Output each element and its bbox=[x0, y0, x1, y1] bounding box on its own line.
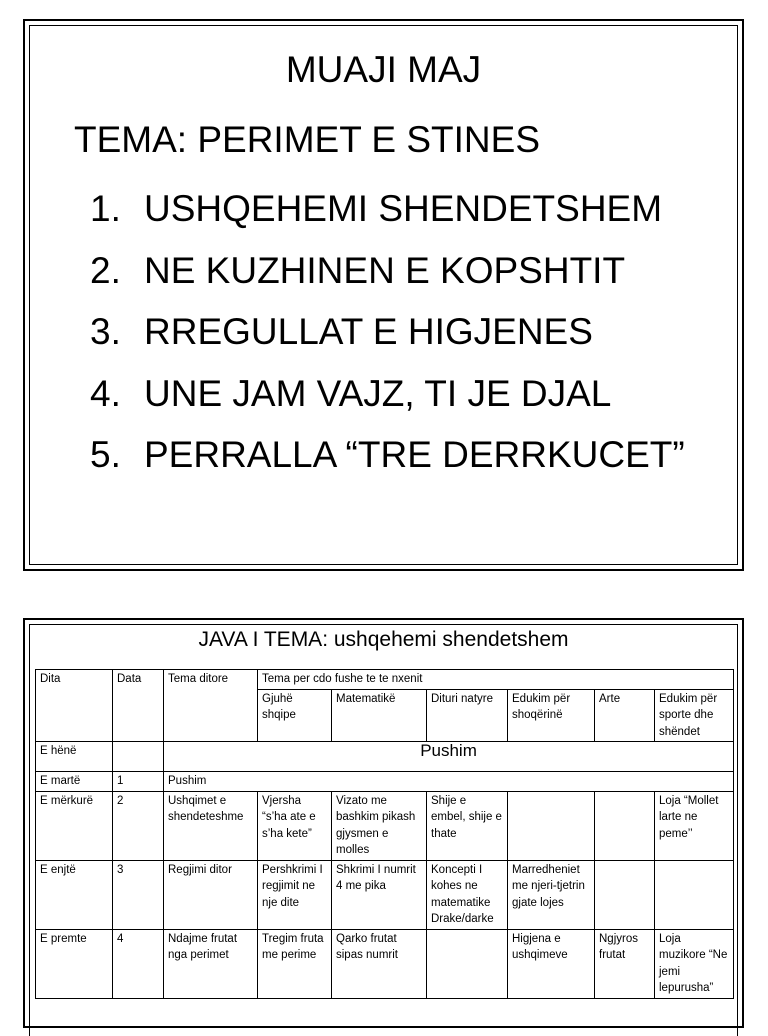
topic-list bbox=[90, 178, 685, 486]
month-plan-box bbox=[23, 19, 744, 571]
cell bbox=[595, 860, 655, 929]
header-daily-theme: Tema ditore bbox=[164, 670, 258, 742]
cell: Koncepti I kohes ne matematike Drake/darke bbox=[427, 860, 508, 929]
topic-number: 5. bbox=[90, 434, 121, 475]
cell-day: E hënë bbox=[36, 742, 113, 772]
cell: Ndajme frutat nga perimet bbox=[164, 929, 258, 998]
header-day: Dita bbox=[36, 670, 113, 742]
month-theme: TEMA: PERIMET E STINES bbox=[74, 119, 541, 160]
cell: Marredheniet me njeri-tjetrin gjate lojes bbox=[508, 860, 595, 929]
topic-text: PERRALLA “TRE DERRKUCET” bbox=[144, 434, 685, 475]
cell: Loja “Mollet larte ne peme’’ bbox=[655, 791, 734, 860]
topic-number: 3. bbox=[90, 311, 121, 352]
week-plan-box bbox=[23, 618, 744, 1028]
header-date: Data bbox=[113, 670, 164, 742]
cell: Pershkrimi I regjimit ne nje dite bbox=[258, 860, 332, 929]
header-field: Edukim për shoqërinë bbox=[508, 689, 595, 742]
cell: Higjena e ushqimeve bbox=[508, 929, 595, 998]
topic-item bbox=[90, 178, 685, 240]
topic-text: UNE JAM VAJZ, TI JE DJAL bbox=[144, 372, 612, 414]
cell: Ushqimet e shendeteshme bbox=[164, 791, 258, 860]
cell: Loja muzikore “Ne jemi lepurusha” bbox=[655, 929, 734, 998]
cell bbox=[655, 860, 734, 929]
week-title: JAVA I TEMA: ushqehemi shendetshem bbox=[198, 628, 569, 651]
header-field: Arte bbox=[595, 689, 655, 742]
header-field: Edukim për sporte dhe shëndet bbox=[655, 689, 734, 742]
topic-number: 4. bbox=[90, 372, 121, 414]
month-plan-inner-border bbox=[29, 25, 738, 565]
cell-date: 1 bbox=[113, 772, 164, 792]
cell-date: 3 bbox=[113, 860, 164, 929]
cell bbox=[595, 791, 655, 860]
cell-date: 4 bbox=[113, 929, 164, 998]
topic-item bbox=[90, 301, 685, 363]
topic-text: NE KUZHINEN E KOPSHTIT bbox=[144, 249, 626, 291]
topic-text: RREGULLAT E HIGJENES bbox=[144, 311, 593, 352]
table-row bbox=[36, 742, 734, 772]
cell: Shkrimi I numrit 4 me pika bbox=[332, 860, 427, 929]
topic-item bbox=[90, 240, 685, 302]
cell-date: 2 bbox=[113, 791, 164, 860]
topic-item bbox=[90, 424, 685, 486]
table-row bbox=[36, 929, 734, 998]
cell: Ngjyros frutat bbox=[595, 929, 655, 998]
cell-day: E premte bbox=[36, 929, 113, 998]
cell bbox=[508, 791, 595, 860]
topic-text: USHQEHEMI SHENDETSHEM bbox=[144, 188, 663, 229]
topic-number: 2. bbox=[90, 249, 121, 291]
cell: Regjimi ditor bbox=[164, 860, 258, 929]
topic-item bbox=[90, 363, 685, 425]
cell-holiday: Pushim bbox=[164, 772, 734, 792]
table-row bbox=[36, 772, 734, 792]
header-row bbox=[36, 670, 734, 690]
schedule-table bbox=[35, 669, 734, 999]
cell bbox=[427, 929, 508, 998]
cell: Vjersha “s’ha ate e s’ha kete” bbox=[258, 791, 332, 860]
header-field: Matematikë bbox=[332, 689, 427, 742]
topic-number: 1. bbox=[90, 188, 121, 229]
cell: Shije e embel, shije e thate bbox=[427, 791, 508, 860]
cell: Tregim fruta me perime bbox=[258, 929, 332, 998]
cell-day: E mërkurë bbox=[36, 791, 113, 860]
cell: Vizato me bashkim pikash gjysmen e molles bbox=[332, 791, 427, 860]
header-fields-group: Tema per cdo fushe te te nxenit bbox=[258, 670, 734, 690]
cell-holiday: Pushim bbox=[164, 742, 734, 772]
cell-date bbox=[113, 742, 164, 772]
cell: Qarko frutat sipas numrit bbox=[332, 929, 427, 998]
table-row bbox=[36, 791, 734, 860]
cell-day: E martë bbox=[36, 772, 113, 792]
month-title: MUAJI MAJ bbox=[285, 49, 482, 90]
header-field: Gjuhë shqipe bbox=[258, 689, 332, 742]
header-field: Dituri natyre bbox=[427, 689, 508, 742]
cell-day: E enjtë bbox=[36, 860, 113, 929]
table-row bbox=[36, 860, 734, 929]
